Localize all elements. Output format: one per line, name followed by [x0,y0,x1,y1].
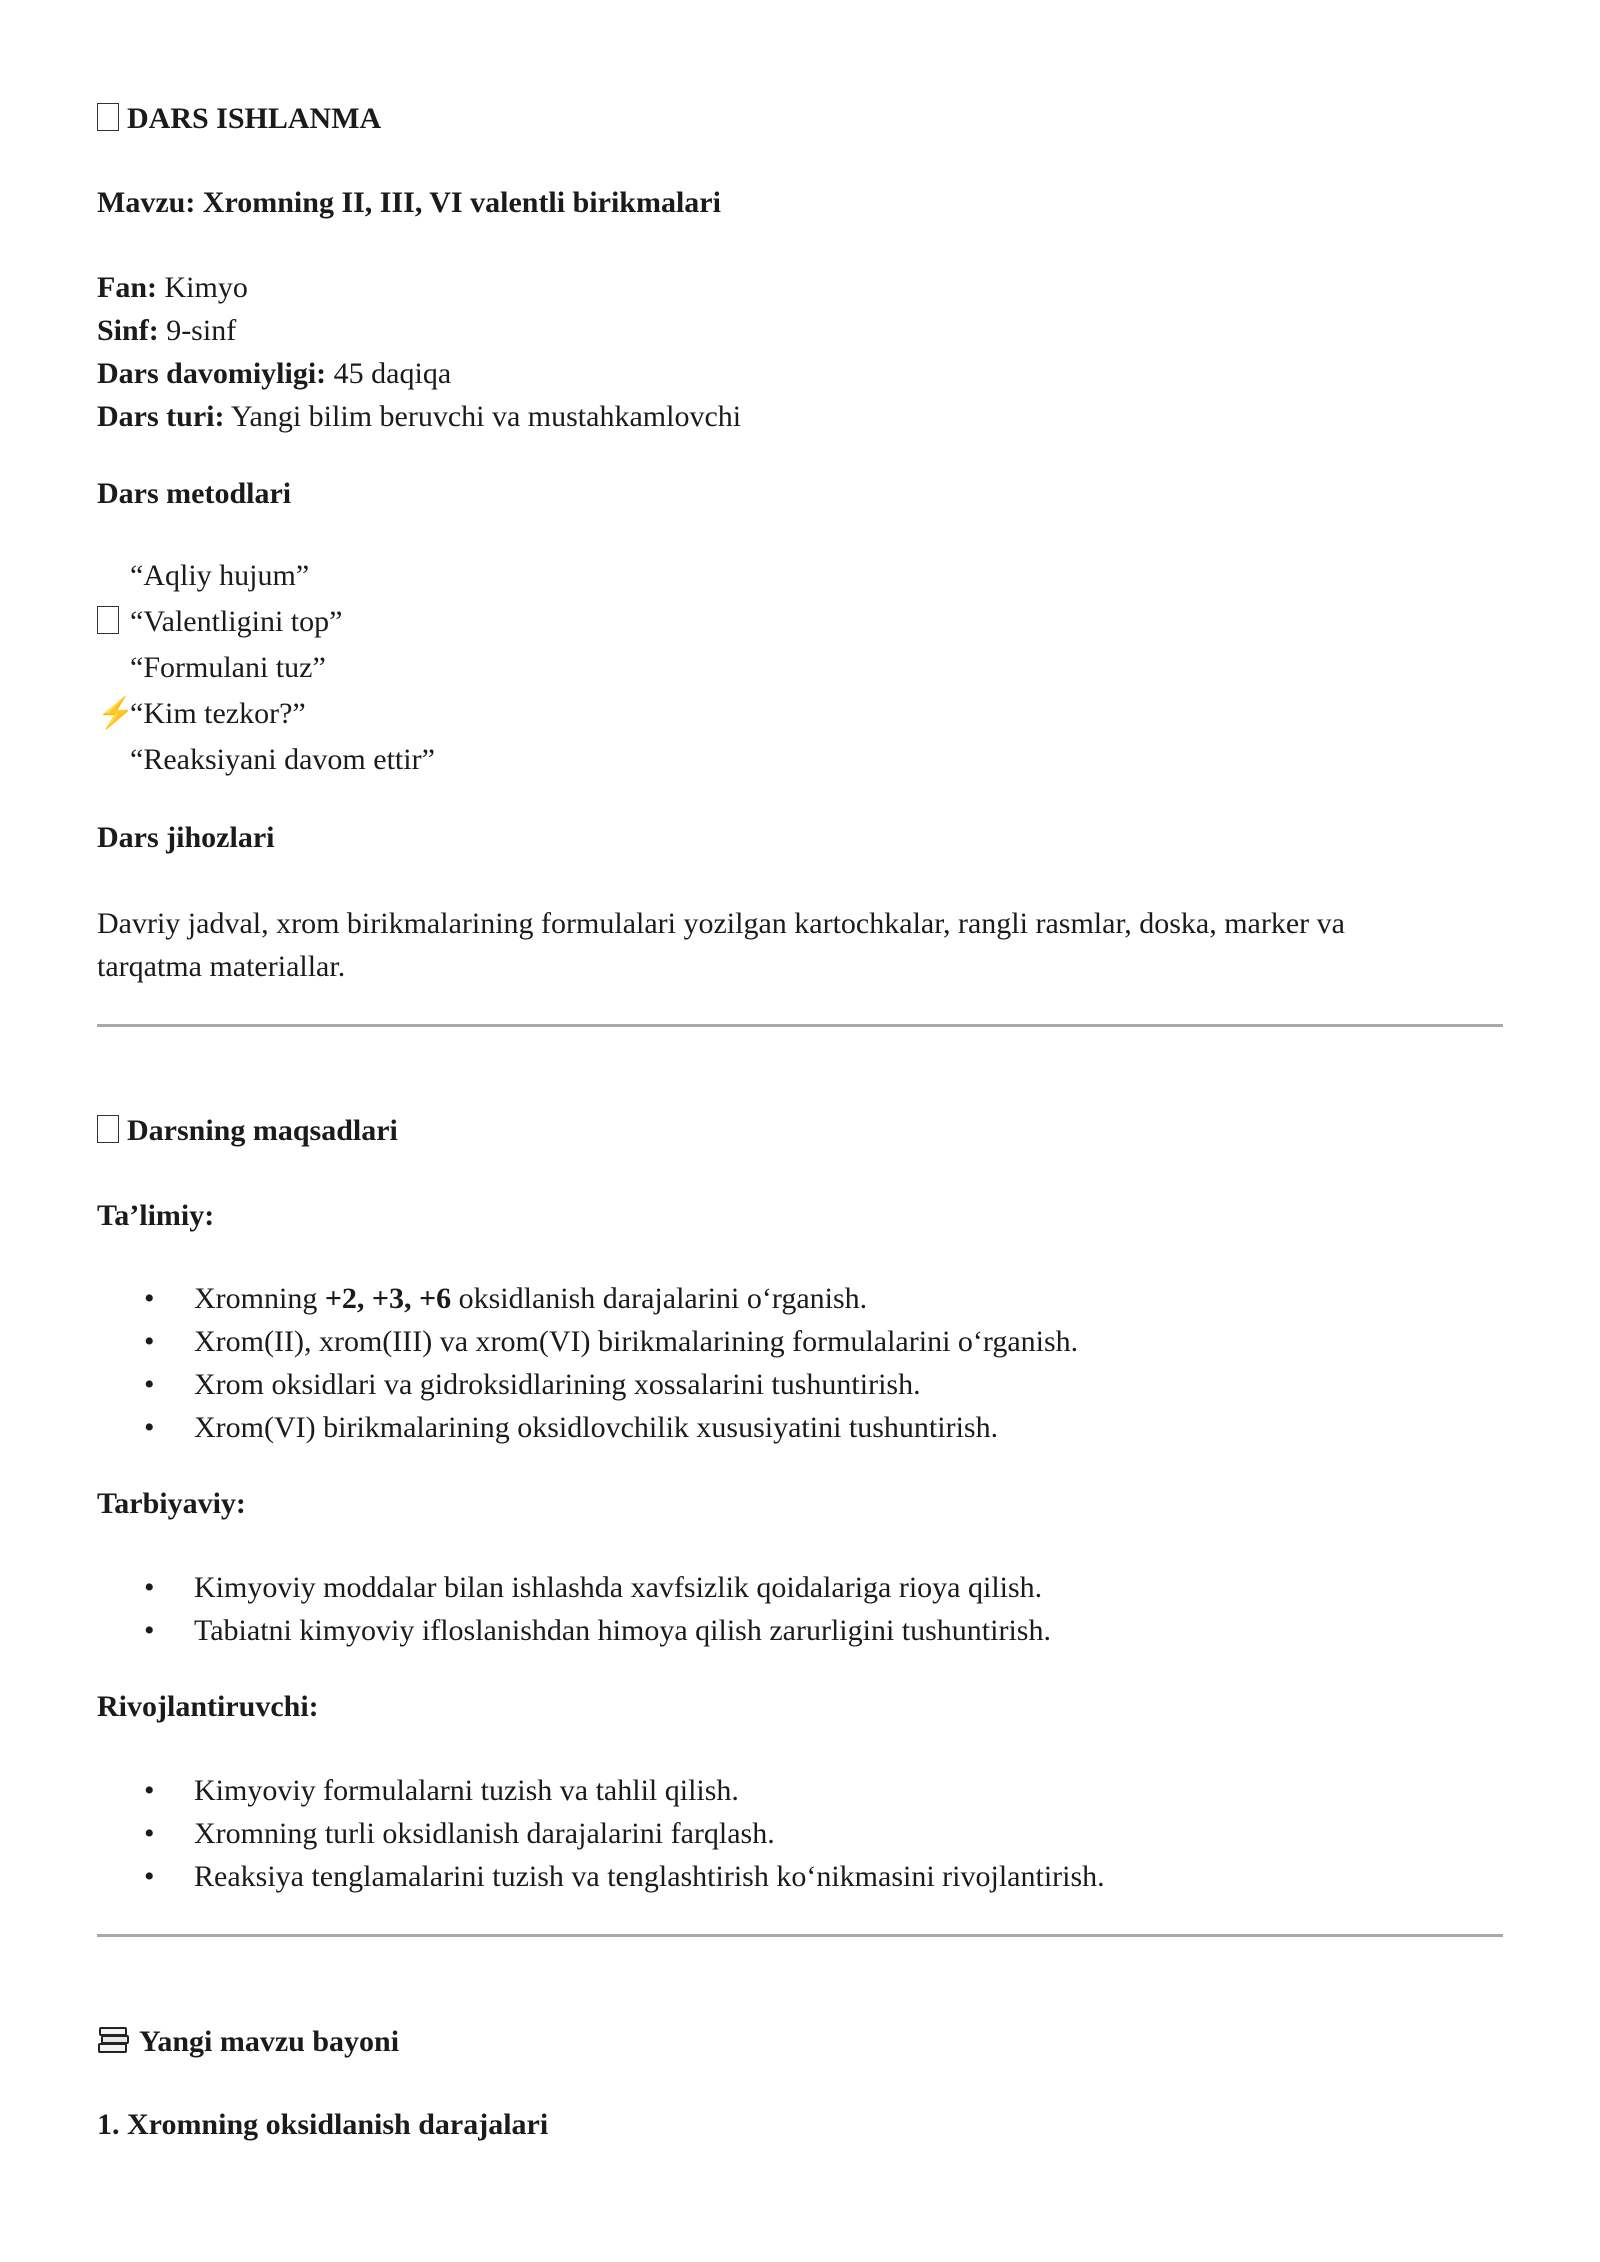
method-item: “Valentligini top” [97,599,435,645]
talimiy-heading: Ta’limiy: [97,1199,215,1232]
section-subheading: 1. Xromning oksidlanish darajalari [97,2108,549,2141]
new-topic-heading: Yangi mavzu bayoni [97,2025,399,2059]
lightning-icon: ⚡ [97,697,135,730]
equipment-heading: Dars jihozlari [97,821,275,854]
list-item: • Xrom(II), xrom(III) va xrom(VI) birikmalarining formulalarini o‘rganish. [97,1320,1078,1363]
books-icon [97,2025,131,2055]
meta-subject: Fan: Kimyo [97,271,248,304]
methods-heading: Dars metodlari [97,477,292,510]
divider [97,1934,1503,1937]
divider [97,1024,1503,1027]
equipment-line: Davriy jadval, xrom birikmalarining formulalari yozilgan kartochkalar, rangli rasmlar, doska, marker va [97,907,1345,940]
missing-glyph-icon [97,606,119,634]
list-item: • Xromning turli oksidlanish darajalarini farqlash. [97,1812,1105,1855]
methods-list [97,553,435,783]
missing-glyph-icon [97,103,119,131]
goals-heading: Darsning maqsadlari [97,1114,398,1148]
list-item: • Xrom oksidlari va gidroksidlarining xossalarini tushuntirish. [97,1363,1078,1406]
meta-duration: Dars davomiyligi: 45 daqiqa [97,357,452,390]
meta-type: Dars turi: Yangi bilim beruvchi va mustahkamlovchi [97,400,742,433]
list-item: • Kimyoviy moddalar bilan ishlashda xavfsizlik qoidalariga rioya qilish. [97,1566,1051,1609]
method-item: ⚡ “Kim tezkor?” [97,691,435,737]
lesson-meta [97,266,741,438]
list-item: • Xrom(VI) birikmalarining oksidlovchilik xususiyatini tushuntirish. [97,1406,1078,1449]
lesson-topic: Mavzu: Xromning II, III, VI valentli birikmalari [97,186,721,219]
talimiy-list [97,1277,1078,1449]
method-item: “Reaksiyani davom ettir” [130,743,435,776]
rivojlantiruvchi-heading: Rivojlantiruvchi: [97,1690,319,1723]
list-item: • Xromning +2, +3, +6 oksidlanish darajalarini o‘rganish. [97,1277,1078,1320]
equipment-paragraph [97,902,1503,988]
document-title: DARS ISHLANMA [97,102,381,136]
missing-glyph-icon [97,1115,119,1143]
rivojlantiruvchi-list [97,1769,1105,1898]
tarbiyaviy-list [97,1566,1051,1652]
list-item: • Reaksiya tenglamalarini tuzish va tenglashtirish ko‘nikmasini rivojlantirish. [97,1855,1105,1898]
tarbiyaviy-heading: Tarbiyaviy: [97,1487,246,1520]
list-item: • Tabiatni kimyoviy ifloslanishdan himoya qilish zarurligini tushuntirish. [97,1609,1051,1652]
method-item: “Formulani tuz” [130,651,326,684]
meta-grade: Sinf: 9-sinf [97,314,237,347]
list-item: • Kimyoviy formulalarni tuzish va tahlil qilish. [97,1769,1105,1812]
method-item: “Aqliy hujum” [130,559,310,592]
equipment-line: tarqatma materiallar. [97,950,346,983]
